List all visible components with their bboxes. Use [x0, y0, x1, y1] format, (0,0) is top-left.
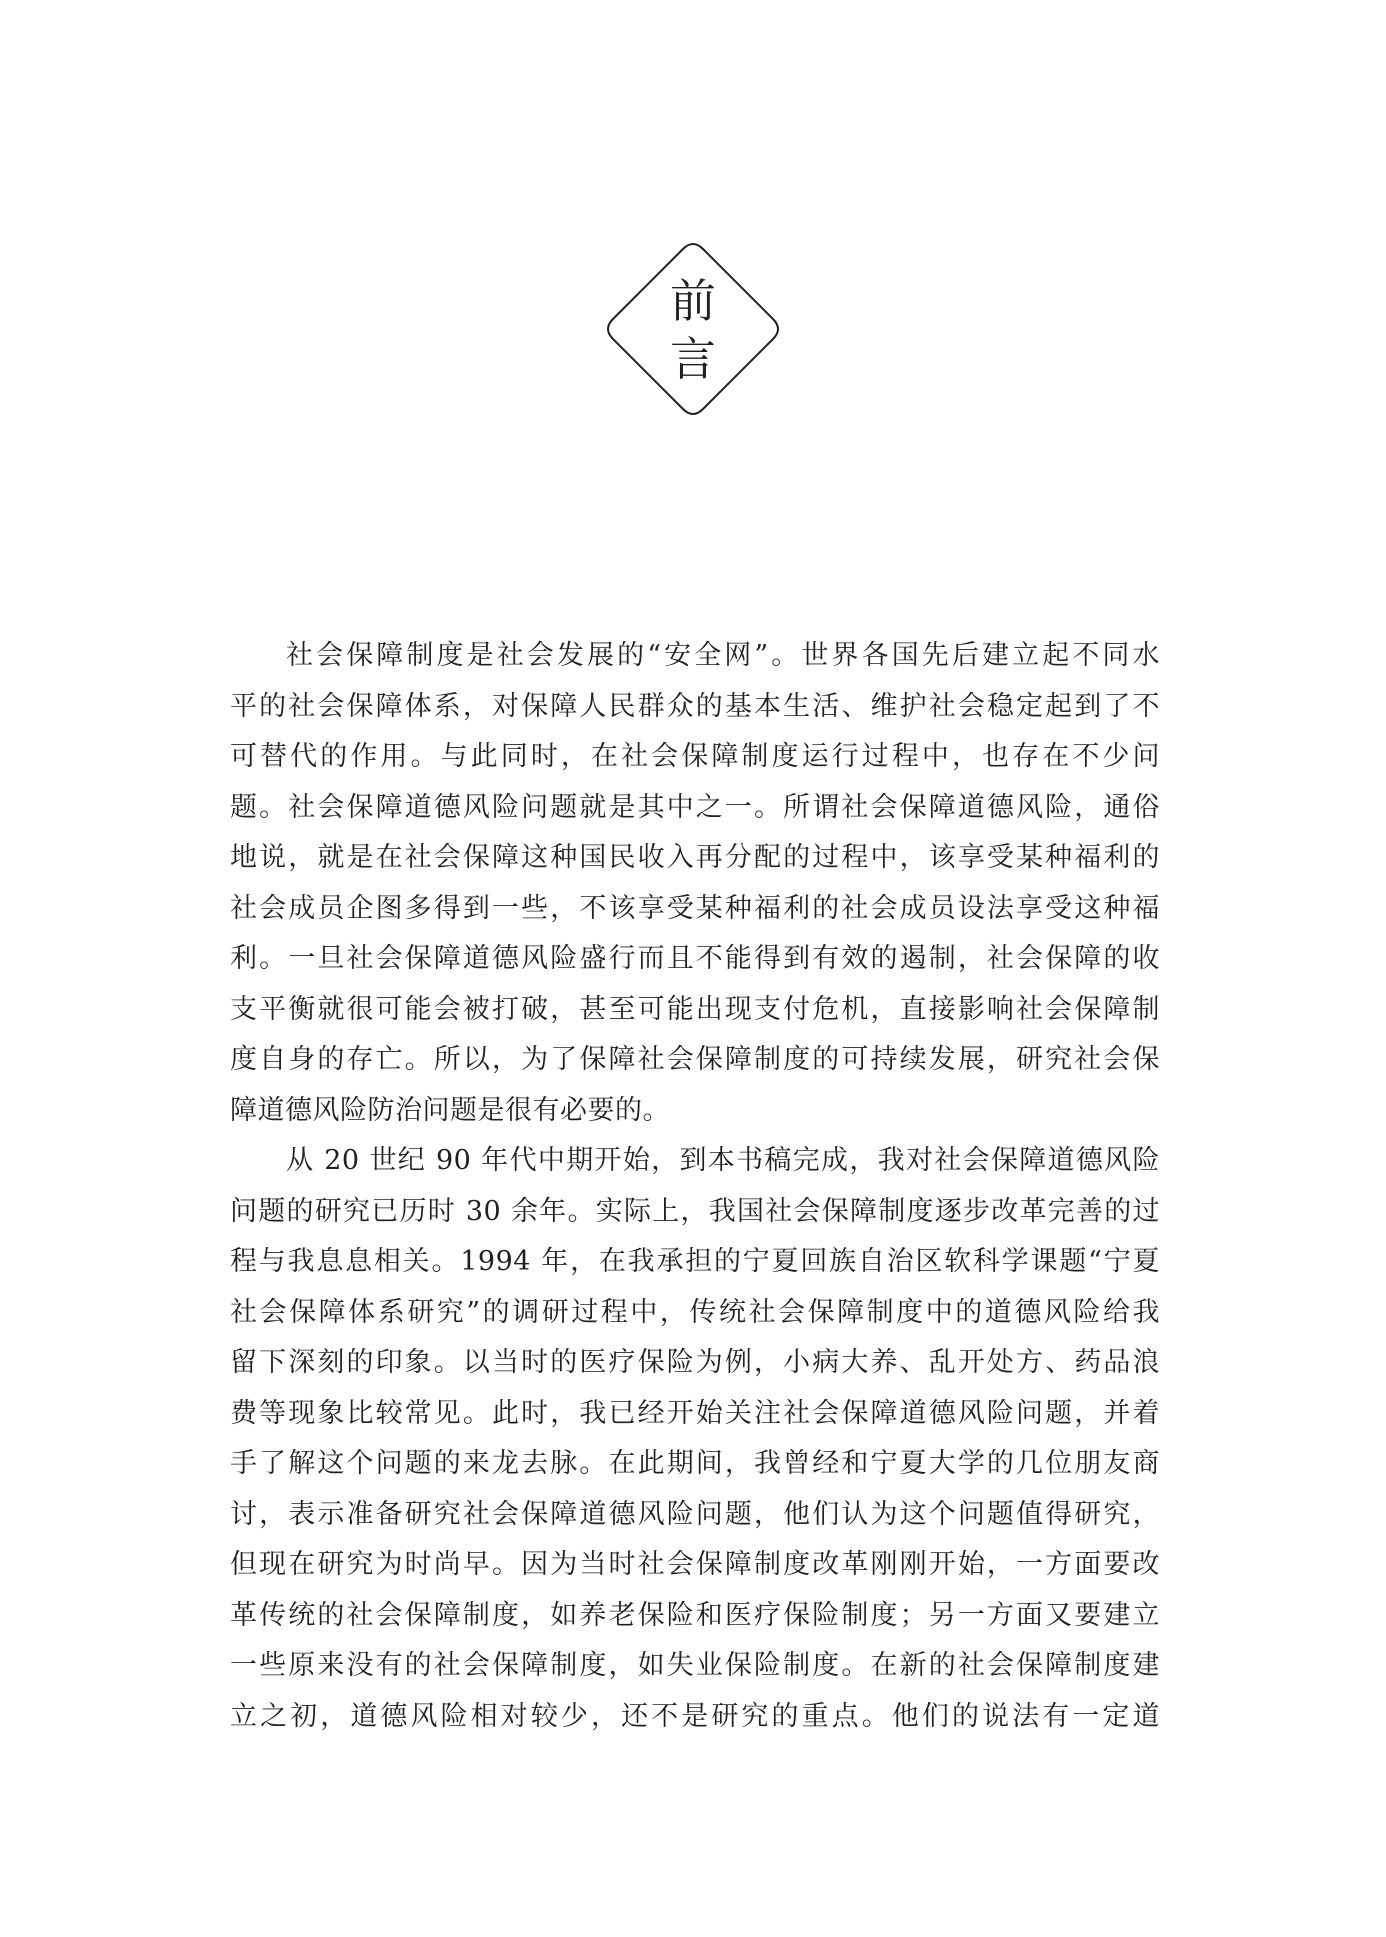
- chapter-title-char-1: 前: [670, 274, 716, 328]
- paragraph-1: [230, 631, 1160, 1136]
- text-line: 地说，就是在社会保障这种国民收入再分配的过程中，该享受某种福利的: [230, 842, 1160, 873]
- text-line: 但现在研究为时尚早。因为当时社会保障制度改革刚刚开始，一方面要改: [230, 1549, 1160, 1580]
- text-line: 程与我息息相关。1994 年，在我承担的宁夏回族自治区软科学课题“宁夏: [230, 1246, 1160, 1277]
- text-line: 手了解这个问题的来龙去脉。在此期间，我曾经和宁夏大学的几位朋友商: [230, 1448, 1160, 1479]
- text-line: 讨，表示准备研究社会保障道德风险问题，他们认为这个问题值得研究，: [230, 1498, 1160, 1530]
- text-line: 利。一旦社会保障道德风险盛行而且不能得到有效的遏制，社会保障的收: [230, 943, 1160, 974]
- text-line: 留下深刻的印象。以当时的医疗保险为例，小病大养、乱开处方、药品浪: [230, 1347, 1160, 1378]
- text-line: 立之初，道德风险相对较少，还不是研究的重点。他们的说法有一定道: [230, 1700, 1160, 1732]
- text-line: 费等现象比较常见。此时，我已经开始关注社会保障道德风险问题，并着: [230, 1397, 1160, 1429]
- text-line: 革传统的社会保障制度，如养老保险和医疗保险制度；另一方面又要建立: [230, 1599, 1160, 1631]
- text-line: 平的社会保障体系，对保障人民群众的基本生活、维护社会稳定起到了不: [230, 690, 1160, 722]
- chapter-title-emblem: [604, 240, 782, 418]
- text-line: 可替代的作用。与此同时，在社会保障制度运行过程中，也存在不少问: [230, 741, 1160, 772]
- text-line: 障道德风险防治问题是很有必要的。: [230, 1094, 670, 1126]
- text-line: 社会成员企图多得到一些，不该享受某种福利的社会成员设法享受这种福: [230, 892, 1160, 924]
- paragraph-2: [230, 1136, 1160, 1742]
- text-line: 支平衡就很可能会被打破，甚至可能出现支付危机，直接影响社会保障制: [230, 993, 1160, 1025]
- text-line: 问题的研究已历时 30 余年。实际上，我国社会保障制度逐步改革完善的过: [230, 1195, 1160, 1227]
- text-line: 社会保障制度是社会发展的“安全网”。世界各国先后建立起不同水: [286, 640, 1160, 671]
- text-line: 题。社会保障道德风险问题就是其中之一。所谓社会保障道德风险，通俗: [230, 791, 1160, 823]
- text-line: 一些原来没有的社会保障制度，如失业保险制度。在新的社会保障制度建: [230, 1650, 1160, 1681]
- preface-body: [230, 631, 1160, 1742]
- diamond-frame-icon: [604, 240, 782, 418]
- text-line: 度自身的存亡。所以，为了保障社会保障制度的可持续发展，研究社会保: [230, 1044, 1160, 1075]
- text-line: 从 20 世纪 90 年代中期开始，到本书稿完成，我对社会保障道德风险: [286, 1145, 1160, 1176]
- text-line: 社会保障体系研究”的调研过程中，传统社会保障制度中的道德风险给我: [230, 1296, 1160, 1328]
- chapter-title-char-2: 言: [670, 332, 716, 386]
